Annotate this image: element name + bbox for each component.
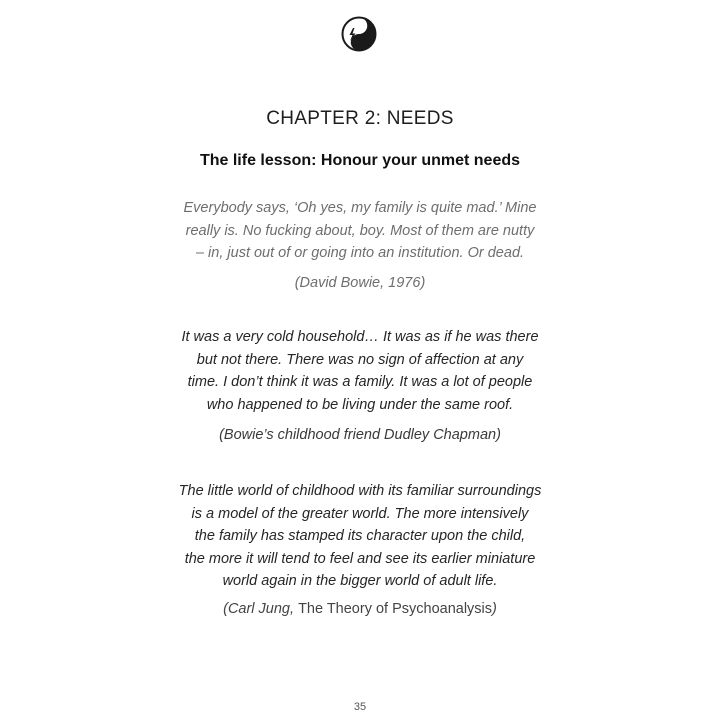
quote-line: Everybody says, ‘Oh yes, my family is quite mad.’ Mine [183,200,537,216]
page-number: 35 [353,701,367,713]
attribution-suffix: ) [492,601,497,617]
quote-line: – in, just out of or going into an institution. Or dead. [195,245,525,261]
attribution-book-title: The Theory of Psychoanalysis [298,601,493,617]
quote-attribution: (David Bowie, 1976) [294,275,426,291]
quote-bowie [0,197,720,265]
quote-attribution: (Bowie’s childhood friend Dudley Chapman) [219,427,501,443]
quote-chapman [0,326,720,416]
quote-jung [0,480,720,593]
quote-line: time. I don’t think it was a family. It was a lot of people [187,374,533,390]
quote-line: The little world of childhood with its familiar surroundings [178,483,542,499]
quote-line: It was a very cold household… It was as if he was there [181,329,539,345]
quote-line: is a model of the greater world. The more intensively [191,505,529,522]
yin-yang-bolt-icon [341,16,377,52]
quote-line: the family has stamped its character upon the child, [194,528,526,544]
lesson-heading: The life lesson: Honour your unmet needs [199,152,521,169]
quote-line: but not there. There was no sign of affection at any [196,351,524,368]
quote-line: who happened to be living under the same roof. [206,396,514,413]
quote-attribution [0,599,720,619]
attribution-prefix: (Carl Jung, [223,601,299,617]
quote-line: world again in the bigger world of adult life. [222,573,498,589]
quote-line: really is. No fucking about, boy. Most of them are nutty [185,222,535,239]
quote-line: the more it will tend to feel and see its earlier miniature [184,550,536,567]
chapter-title: CHAPTER 2: NEEDS [266,108,454,129]
